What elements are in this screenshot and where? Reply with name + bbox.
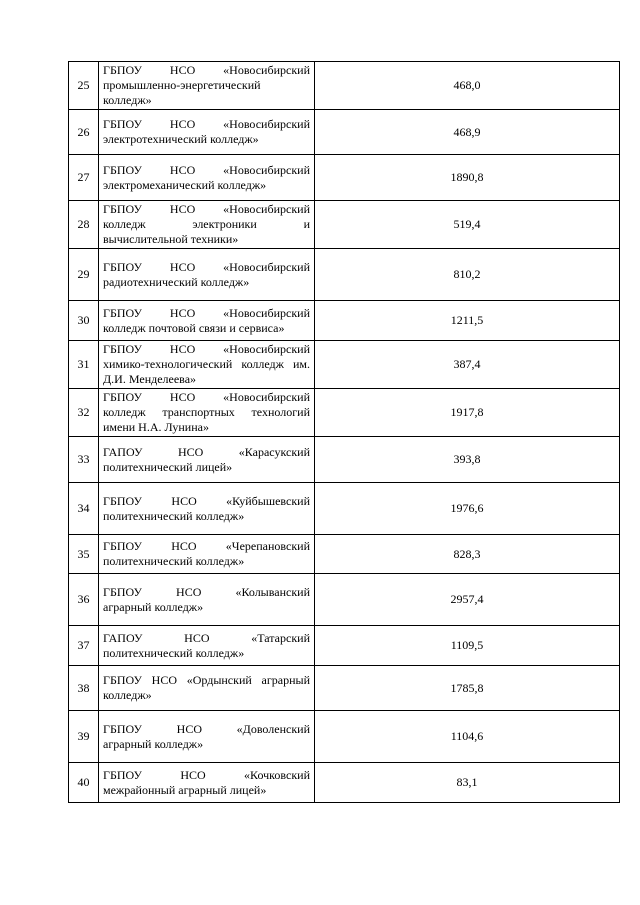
row-number: 28 [69, 201, 99, 249]
institution-name-line1: ГБПОУ НСО «Новосибирский [103, 117, 310, 131]
institution-name [99, 721, 314, 753]
amount-value: 828,3 [315, 535, 620, 574]
row-number: 25 [69, 62, 99, 110]
table-row [69, 201, 620, 249]
institution-name-cell [99, 201, 315, 249]
institution-name [99, 767, 314, 799]
institution-name [99, 444, 314, 476]
table-row [69, 666, 620, 711]
table-row [69, 301, 620, 341]
institution-name-line1: ГБПОУ НСО «Новосибирский [103, 342, 310, 356]
institution-name-line1: ГАПОУ НСО «Татарский [103, 630, 310, 645]
table-row [69, 110, 620, 155]
amount-value: 1104,6 [315, 711, 620, 763]
institution-name-cell [99, 763, 315, 803]
institution-name-line1: ГБПОУ НСО «Новосибирский [103, 202, 310, 216]
institution-name-cell [99, 437, 315, 483]
institution-name [99, 341, 314, 388]
amount-value: 2957,4 [315, 574, 620, 626]
table-row [69, 341, 620, 389]
row-number: 27 [69, 155, 99, 201]
institution-name [99, 493, 314, 525]
institution-name-line1: ГБПОУ НСО «Черепановский [103, 539, 310, 553]
table-row [69, 626, 620, 666]
institution-name-cell [99, 626, 315, 666]
institution-name-rest: электротехнический колледж» [103, 132, 259, 146]
row-number: 40 [69, 763, 99, 803]
institution-name-cell [99, 249, 315, 301]
amount-value: 393,8 [315, 437, 620, 483]
table-row [69, 389, 620, 437]
institution-name-cell [99, 666, 315, 711]
institution-name-cell [99, 535, 315, 574]
institution-name-line1: ГБПОУ НСО «Колыванский [103, 584, 310, 599]
institution-name-cell [99, 110, 315, 155]
row-number: 32 [69, 389, 99, 437]
institution-name-line1: ГБПОУ НСО «Доволенский [103, 721, 310, 736]
row-number: 35 [69, 535, 99, 574]
institution-name-rest: колледж электроники и вычислительной техники» [103, 217, 310, 246]
amount-value: 519,4 [315, 201, 620, 249]
amount-value: 468,9 [315, 110, 620, 155]
amount-value: 810,2 [315, 249, 620, 301]
table-row [69, 483, 620, 535]
institution-name-cell [99, 574, 315, 626]
table-row [69, 535, 620, 574]
institution-name [99, 389, 314, 436]
institution-name-cell [99, 483, 315, 535]
table-row [69, 62, 620, 110]
institution-name-rest: колледж транспортных технологий имени Н.А. Лунина» [103, 405, 310, 434]
institution-name-cell [99, 155, 315, 201]
row-number: 36 [69, 574, 99, 626]
institution-name-cell [99, 389, 315, 437]
amount-value: 468,0 [315, 62, 620, 110]
table-row [69, 437, 620, 483]
institution-name [99, 305, 314, 337]
row-number: 38 [69, 666, 99, 711]
institution-name-line1: ГБПОУ НСО «Новосибирский [103, 390, 310, 404]
institution-name [99, 672, 314, 704]
institution-name-rest: политехнический колледж» [103, 645, 245, 660]
row-number: 39 [69, 711, 99, 763]
institution-name [99, 62, 314, 109]
institution-name-rest: политехнический лицей» [103, 459, 233, 474]
institution-name-cell [99, 301, 315, 341]
institution-name-rest: аграрный колледж» [103, 599, 204, 614]
institution-name-rest: промышленно-энергетический колледж» [103, 78, 261, 107]
institution-name-cell [99, 341, 315, 389]
amount-value: 1109,5 [315, 626, 620, 666]
institution-name-rest: политехнический колледж» [103, 554, 245, 568]
table-row [69, 574, 620, 626]
institution-name-line1: ГБПОУ НСО «Кочковский [103, 767, 310, 782]
row-number: 26 [69, 110, 99, 155]
table-row [69, 763, 620, 803]
amount-value: 387,4 [315, 341, 620, 389]
institution-name-line1: ГБПОУ НСО «Новосибирский [103, 63, 310, 77]
row-number: 31 [69, 341, 99, 389]
institution-name-rest: колледж» [103, 688, 152, 702]
amount-value: 1917,8 [315, 389, 620, 437]
institution-name [99, 630, 314, 662]
institutions-table [68, 61, 620, 803]
institution-name-line1: ГБПОУ НСО «Куйбышевский [103, 493, 310, 508]
row-number: 30 [69, 301, 99, 341]
institution-name [99, 162, 314, 194]
institution-name-rest: политехнический колледж» [103, 508, 245, 523]
institution-name-rest: электромеханический колледж» [103, 177, 267, 192]
amount-value: 1785,8 [315, 666, 620, 711]
amount-value: 83,1 [315, 763, 620, 803]
institution-name-rest: радиотехнический колледж» [103, 274, 250, 289]
institution-name-line1: ГБПОУ НСО «Ордынский аграрный [103, 673, 310, 687]
institution-name-line1: ГБПОУ НСО «Новосибирский [103, 162, 310, 177]
amount-value: 1976,6 [315, 483, 620, 535]
table-body [69, 62, 620, 803]
institution-name-line1: ГБПОУ НСО «Новосибирский [103, 259, 310, 274]
institution-name [99, 538, 314, 570]
institution-name [99, 584, 314, 616]
institution-name-rest: колледж почтовой связи и сервиса» [103, 320, 285, 335]
institution-name [99, 201, 314, 248]
institution-name-cell [99, 711, 315, 763]
institution-name-rest: межрайонный аграрный лицей» [103, 782, 267, 797]
table-row [69, 711, 620, 763]
row-number: 29 [69, 249, 99, 301]
institution-name [99, 116, 314, 148]
institution-name-rest: химико-технологический колледж им. Д.И. Менделеева» [103, 357, 310, 386]
institution-name-rest: аграрный колледж» [103, 736, 204, 751]
institution-name-cell [99, 62, 315, 110]
row-number: 37 [69, 626, 99, 666]
institution-name-line1: ГАПОУ НСО «Карасукский [103, 444, 310, 459]
amount-value: 1890,8 [315, 155, 620, 201]
institution-name [99, 259, 314, 291]
table-row [69, 155, 620, 201]
table-row [69, 249, 620, 301]
row-number: 34 [69, 483, 99, 535]
institution-name-line1: ГБПОУ НСО «Новосибирский [103, 305, 310, 320]
row-number: 33 [69, 437, 99, 483]
amount-value: 1211,5 [315, 301, 620, 341]
